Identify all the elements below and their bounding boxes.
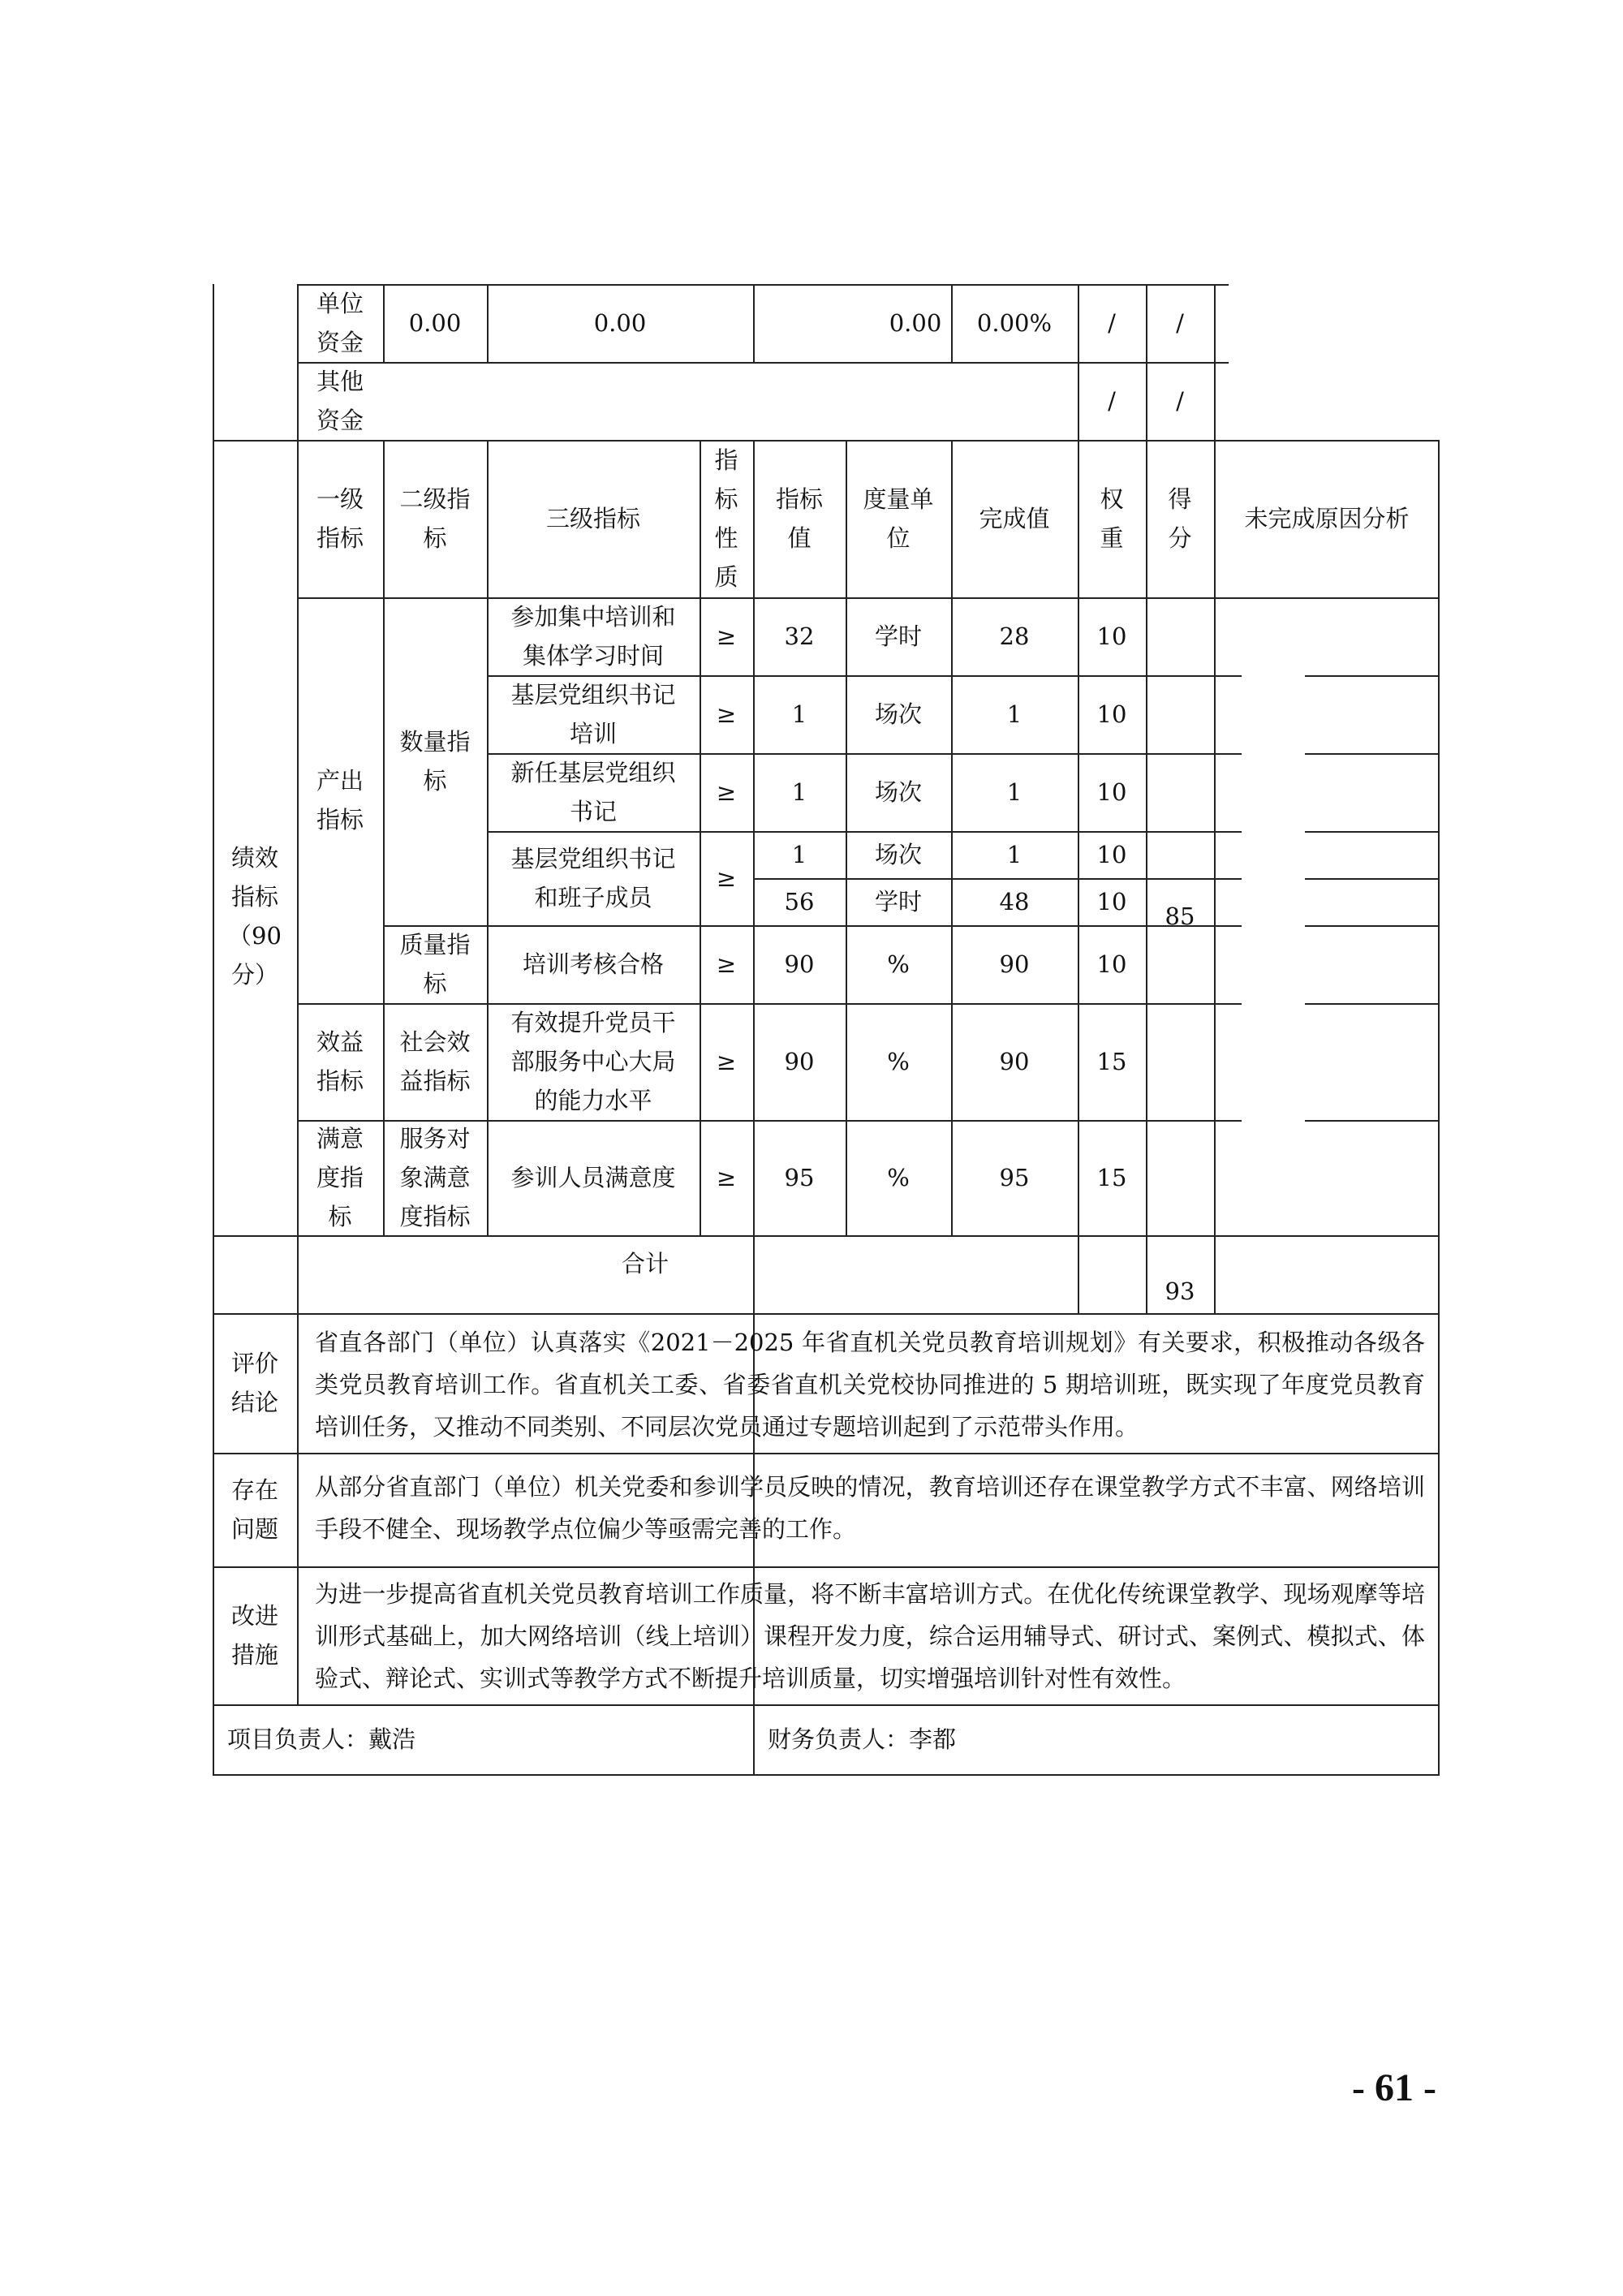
- indicator-weight: 10: [1096, 950, 1127, 978]
- col-line: [1214, 284, 1216, 440]
- indicator-unit: 场次: [874, 778, 922, 806]
- row-line: [1305, 925, 1440, 927]
- indicator-weight: 15: [1096, 1164, 1127, 1191]
- funding-unit-score: /: [1176, 309, 1184, 337]
- indicator-unit: 场次: [874, 841, 922, 868]
- indicator-operator: ≥: [716, 700, 737, 728]
- indicator-score: 85: [1165, 902, 1195, 930]
- indicator-name: 新任基层党组织 书记: [510, 759, 676, 825]
- output-indicator-label: 产出 指标: [316, 767, 364, 834]
- indicator-operator: ≥: [716, 778, 737, 806]
- header-score: 得 分: [1168, 485, 1192, 552]
- benefit-indicator-label: 效益 指标: [316, 1028, 364, 1095]
- indicator-target: 90: [784, 950, 815, 978]
- header-weight: 权 重: [1100, 485, 1124, 552]
- indicator-target: 1: [791, 700, 807, 728]
- col-line: [1438, 440, 1440, 1776]
- indicator-weight: 10: [1096, 700, 1127, 728]
- problems-text: 从部分省直部门（单位）机关党委和参训学员反映的情况，教育培训还存在课堂教学方式不丰富、网络培训手段不健全、现场教学点位偏少等亟需完善的工作。: [315, 1473, 1425, 1543]
- indicator-actual: 28: [999, 622, 1030, 650]
- indicator-name: 培训考核合格: [522, 950, 664, 978]
- funding-other-weight: /: [1108, 387, 1116, 415]
- service-satisfaction-label: 服务对 象满意 度指标: [399, 1125, 471, 1230]
- indicator-operator: ≥: [716, 1164, 737, 1191]
- indicator-name: 基层党组织书记 和班子成员: [510, 845, 676, 911]
- header-unit: 度量单 位: [863, 485, 934, 552]
- indicator-actual: 48: [999, 888, 1030, 915]
- indicator-target: 32: [784, 622, 815, 650]
- indicator-actual: 1: [1006, 841, 1022, 868]
- header-nature: 指 标 性 质: [714, 446, 738, 591]
- funding-unit-label: 单位 资金: [316, 290, 364, 356]
- indicator-actual: 95: [999, 1164, 1030, 1191]
- row-line: [1305, 1003, 1440, 1005]
- measures-label: 改进 措施: [230, 1602, 278, 1669]
- total-label: 合计: [621, 1250, 669, 1277]
- header-target: 指标 值: [775, 485, 823, 552]
- indicator-name: 基层党组织书记 培训: [510, 681, 676, 747]
- row-line: [1305, 878, 1440, 880]
- funding-other-label: 其他 资金: [316, 368, 364, 434]
- indicator-unit: 学时: [874, 888, 922, 915]
- page-number: - 61 -: [1352, 2066, 1436, 2109]
- satisfaction-indicator-label: 满意 度指 标: [316, 1125, 364, 1230]
- row-line: [213, 1453, 1440, 1454]
- indicator-actual: 1: [1006, 700, 1022, 728]
- indicator-target: 1: [791, 778, 807, 806]
- indicator-unit: %: [887, 950, 910, 978]
- performance-table: [213, 284, 1440, 1776]
- funding-unit-rate: 0.00%: [976, 309, 1053, 337]
- indicator-target: 1: [791, 841, 807, 868]
- indicator-name: 参训人员满意度: [510, 1164, 676, 1191]
- project-lead: 项目负责人：戴浩: [227, 1725, 416, 1753]
- funding-unit-value3: 0.00: [889, 309, 942, 337]
- finance-lead: 财务负责人：李都: [768, 1725, 957, 1753]
- indicator-actual: 1: [1006, 778, 1022, 806]
- indicator-operator: ≥: [716, 622, 737, 650]
- indicator-name: 有效提升党员干 部服务中心大局 的能力水平: [510, 1009, 676, 1114]
- header-actual: 完成值: [979, 505, 1050, 532]
- conclusion-label: 评价 结论: [230, 1350, 278, 1416]
- row-line: [213, 1313, 1440, 1315]
- header-level2: 二级指 标: [399, 485, 471, 552]
- total-score: 93: [1165, 1277, 1195, 1305]
- conclusion-text: 省直各部门（单位）认真落实《2021－2025 年省直机关党员教育培训规划》有关要求，积极推动各级各类党员教育培训工作。省直机关工委、省委省直机关党校协同推进的 5 期培训班，既实现了年度党员教育培训任务，又推动不同类别、不同层次党员通过专题培训起到了示范带头作用。: [315, 1329, 1425, 1441]
- header-level3: 三级指标: [545, 505, 640, 532]
- row-line: [1305, 675, 1440, 677]
- social-benefit-label: 社会效 益指标: [399, 1028, 471, 1095]
- indicator-name: 参加集中培训和 集体学习时间: [510, 603, 676, 670]
- row-line: [213, 1774, 1440, 1776]
- indicator-operator: ≥: [716, 864, 737, 892]
- funding-other-score: /: [1176, 387, 1184, 415]
- funding-unit-weight: /: [1108, 309, 1116, 337]
- indicator-actual: 90: [999, 1048, 1030, 1075]
- row-line: [213, 1566, 1440, 1568]
- indicator-unit: 场次: [874, 700, 922, 728]
- indicator-target: 95: [784, 1164, 815, 1191]
- funding-unit-value1: 0.00: [408, 309, 462, 337]
- indicator-unit: 学时: [874, 622, 922, 650]
- row-line: [1305, 1120, 1440, 1122]
- funding-unit-value2: 0.00: [593, 309, 647, 337]
- row-line: [1305, 831, 1440, 833]
- indicator-unit: %: [887, 1164, 910, 1191]
- quality-indicator-label: 质量指 标: [399, 931, 471, 997]
- performance-indicator-label: 绩效 指标 （90 分）: [228, 844, 282, 989]
- measures-text: 为进一步提高省直机关党员教育培训工作质量，将不断丰富培训方式。在优化传统课堂教学、现场观摩等培训形式基础上，加大网络培训（线上培训）课程开发力度，综合运用辅导式、研讨式、案例式、模拟式、体验式、辩论式、实训式等教学方式不断提升培训质量，切实增强培训针对性有效性。: [315, 1580, 1425, 1692]
- row-line: [1305, 753, 1440, 755]
- indicator-unit: %: [887, 1048, 910, 1075]
- indicator-target: 90: [784, 1048, 815, 1075]
- indicator-operator: ≥: [716, 950, 737, 978]
- indicator-operator: ≥: [716, 1048, 737, 1075]
- indicator-weight: 10: [1096, 622, 1127, 650]
- indicator-weight: 10: [1096, 778, 1127, 806]
- indicator-weight: 15: [1096, 1048, 1127, 1075]
- quantity-indicator-label: 数量指 标: [399, 728, 471, 795]
- problems-label: 存在 问题: [230, 1476, 278, 1543]
- header-level1: 一级 指标: [316, 485, 364, 552]
- indicator-target: 56: [784, 888, 815, 915]
- indicator-actual: 90: [999, 950, 1030, 978]
- indicator-weight: 10: [1096, 888, 1127, 915]
- indicator-weight: 10: [1096, 841, 1127, 868]
- header-reason: 未完成原因分析: [1244, 505, 1410, 532]
